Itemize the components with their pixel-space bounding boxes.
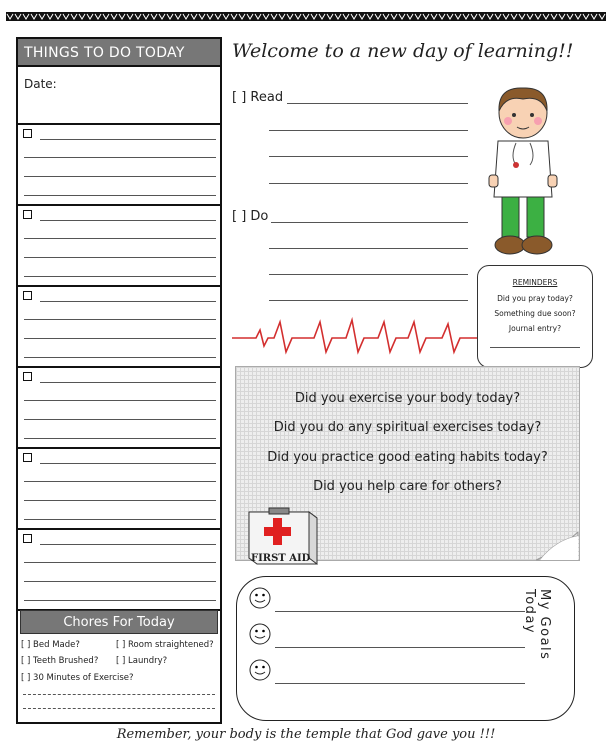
goals-title: My Goals Today <box>522 589 552 661</box>
smiley-icon <box>249 587 271 609</box>
todo-header: THINGS TO DO TODAY <box>18 39 220 67</box>
task-checkbox[interactable] <box>23 372 32 381</box>
chores-header: Chores For Today <box>20 610 218 634</box>
task-block <box>18 125 220 206</box>
chore-laundry[interactable]: [ ] Laundry? <box>116 656 168 666</box>
task-block <box>18 530 220 611</box>
date-section <box>18 69 220 125</box>
date-label: Date: <box>24 77 57 91</box>
smiley-icon <box>249 659 271 681</box>
doctor-kid-illustration <box>486 85 560 260</box>
welcome-title: Welcome to a new day of learning!! <box>232 40 574 62</box>
chore-bed-made[interactable]: [ ] Bed Made? <box>21 640 80 650</box>
reminder-item: Something due soon? <box>494 309 576 318</box>
do-label: [ ] Do <box>232 209 269 224</box>
reminder-item: Journal entry? <box>508 324 562 333</box>
task-checkbox[interactable] <box>23 129 32 138</box>
task-block <box>18 287 220 368</box>
first-aid-label: FIRST AID <box>251 553 311 564</box>
task-block <box>18 368 220 449</box>
task-checkbox[interactable] <box>23 291 32 300</box>
task-checkbox[interactable] <box>23 453 32 462</box>
question-eating: Did you practice good eating habits today? <box>267 450 548 465</box>
first-aid-kit-icon <box>247 506 319 566</box>
task-block <box>18 449 220 530</box>
task-checkbox[interactable] <box>23 534 32 543</box>
todo-panel <box>16 37 222 724</box>
question-care: Did you help care for others? <box>313 479 502 494</box>
task-checkbox[interactable] <box>23 210 32 219</box>
goals-box <box>236 576 575 721</box>
question-exercise: Did you exercise your body today? <box>294 391 521 406</box>
heartbeat-line <box>232 316 478 356</box>
page-curl <box>536 532 580 562</box>
chore-room-straightened[interactable]: [ ] Room straightened? <box>116 640 214 650</box>
reminders-box <box>477 265 593 368</box>
smiley-icon <box>249 623 271 645</box>
reminder-item: Did you pray today? <box>497 294 573 303</box>
read-label: [ ] Read <box>232 90 284 105</box>
footer-message: Remember, your body is the temple that God gave you !!! <box>116 727 496 742</box>
reminders-title: REMINDERS <box>512 278 558 287</box>
chore-teeth-brushed[interactable]: [ ] Teeth Brushed? <box>21 656 99 666</box>
question-spiritual: Did you do any spiritual exercises today? <box>273 420 542 435</box>
decorative-border <box>6 12 606 21</box>
chore-exercise[interactable]: [ ] 30 Minutes of Exercise? <box>21 673 134 683</box>
task-block <box>18 206 220 287</box>
